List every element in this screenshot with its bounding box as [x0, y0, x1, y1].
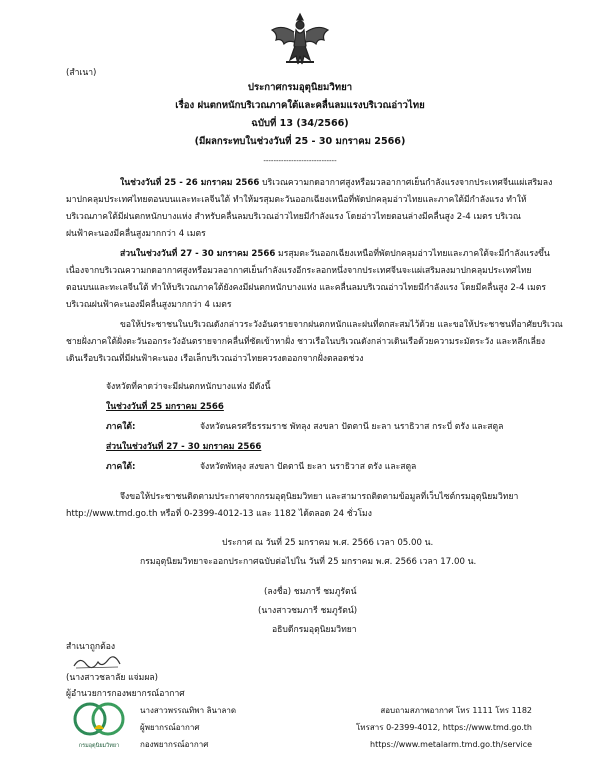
para3-line3: เดินเรือบริเวณที่มีฝนฟ้าคะนอง เรือเล็กบริเวณอ่าวไทยควรงดออกจากฝั่งตลอดช่วง — [66, 354, 364, 364]
para2-line4: บริเวณฝนฟ้าคะนองมีคลื่นสูงมากกว่า 4 เมตร — [66, 300, 232, 310]
footer-contact-fax: โทรสาร 0-2399-4012, https://www.tmd.go.th — [356, 723, 532, 732]
forecast-intro: จังหวัดที่คาดว่าจะมีฝนตกหนักบางแห่ง มีดังนี้ — [106, 382, 271, 392]
signature-name: (นางสาวชมภารี ชมภูรัตน์) — [258, 606, 358, 616]
forecast-period1: ในช่วงวันที่ 25 มกราคม 2566 — [106, 402, 224, 412]
certified-title: ผู้อำนวยการกองพยากรณ์อากาศ — [66, 689, 185, 699]
footer-contact-phone: สอบถามสภาพอากาศ โทร 1111 โทร 1182 — [380, 706, 532, 715]
para2-line1: ส่วนในช่วงวันที่ 27 - 30 มกราคม 2566 มรสุมตะวันออกเฉียงเหนือที่พัดปกคลุมอ่าวไทยและภาคใต้จะมีกำลังแรงขึ้น — [120, 249, 550, 259]
header-divider: ----------------------------- — [263, 157, 337, 165]
para3-line1: ขอให้ประชาชนในบริเวณดังกล่าวระวังอันตรายจากฝนตกหนักและฝนที่ตกสะสมไว้ด้วย และขอให้ประชาชนที่อาศัยบริเวณ — [120, 320, 563, 330]
certified-label: สำเนาถูกต้อง — [66, 642, 116, 652]
certified-name: (นางสาวชลาลัย แจ่มผล) — [66, 673, 158, 683]
para2-line2: เนื่องจากบริเวณความกดอากาศสูงหรือมวลอากาศเย็นกำลังแรงอีกระลอกหนึ่งจากประเทศจีนจะแผ่เสริมลงมาปกคลุมประเทศไทย — [66, 266, 532, 276]
header-issue: ฉบับที่ 13 (34/2566) — [251, 118, 349, 129]
signature-title: อธิบดีกรมอุตุนิยมวิทยา — [272, 625, 357, 635]
forecast-provinces1: จังหวัดนครศรีธรรมราช พัทลุง สงขลา ปัตตานี ยะลา นราธิวาส กระบี่ ตรัง และสตูล — [200, 422, 504, 432]
footer-contact-url[interactable]: https://www.metalarm.tmd.go.th/service — [370, 740, 532, 749]
followup-line1: จึงขอให้ประชาชนติดตามประกาศจากกรมอุตุนิยมวิทยา และสามารถติดตามข้อมูลที่เว็บไซต์กรมอุตุนิยมวิทยา — [120, 492, 519, 502]
header-subject: เรื่อง ฝนตกหนักบริเวณภาคใต้และคลื่นลมแรงบริเวณอ่าวไทย — [175, 100, 425, 111]
next-announcement: กรมอุตุนิยมวิทยาจะออกประกาศฉบับต่อไปใน วันที่ 25 มกราคม พ.ศ. 2566 เวลา 17.00 น. — [140, 557, 477, 567]
para1-line2: มาปกคลุมประเทศไทยตอนบนและทะเลจีนใต้ ทำให้มรสุมตะวันออกเฉียงเหนือที่พัดปกคลุมอ่าวไทยและภาคใต้มีกำลังแรง ทำให้ — [66, 195, 527, 205]
signature-signed: (ลงชื่อ) ชมภารี ชมภูรัตน์ — [264, 587, 357, 597]
copy-label: (สำเนา) — [66, 68, 97, 78]
para1-line3: บริเวณภาคใต้มีฝนตกหนักบางแห่ง สำหรับคลื่นลมบริเวณอ่าวไทยมีกำลังแรง โดยอ่าวไทยตอนล่างมีคลื่นสูง 2-4 เมตร บริเวณ — [66, 212, 521, 222]
forecast-region2: ภาคใต้: — [106, 462, 136, 472]
logo-text: กรมอุตุนิยมวิทยา — [78, 743, 120, 749]
garuda-emblem — [268, 10, 332, 70]
issued-datetime: ประกาศ ณ วันที่ 25 มกราคม พ.ศ. 2566 เวลา 05.00 น. — [222, 538, 434, 548]
header-effective-period: (มีผลกระทบในช่วงวันที่ 25 - 30 มกราคม 2566) — [194, 136, 406, 147]
handwritten-signature — [72, 654, 122, 672]
para2-line3: ตอนบนและทะเลจีนใต้ ทำให้บริเวณภาคใต้ยังคงมีฝนตกหนักบางแห่ง และคลื่นลมบริเวณอ่าวไทยมีกำลังแรง โดยมีคลื่นสูง 2-4 เมตร — [66, 283, 546, 293]
footer-forecaster-division: กองพยากรณ์อากาศ — [140, 740, 209, 749]
header-title: ประกาศกรมอุตุนิยมวิทยา — [247, 82, 353, 93]
followup-line2: http://www.tmd.go.th หรือที่ 0-2399-4012-13 และ 1182 ได้ตลอด 24 ชั่วโมง — [66, 509, 372, 519]
forecast-region1: ภาคใต้: — [106, 422, 136, 432]
forecast-period2: ส่วนในช่วงวันที่ 27 - 30 มกราคม 2566 — [106, 442, 262, 452]
footer-forecaster-role: ผู้พยากรณ์อากาศ — [140, 723, 200, 732]
para1-lead: ในช่วงวันที่ 25 - 26 มกราคม 2566 — [120, 178, 260, 188]
para1-line4: ฝนฟ้าคะนองมีคลื่นสูงมากกว่า 4 เมตร — [66, 229, 206, 239]
para1-line1: ในช่วงวันที่ 25 - 26 มกราคม 2566 บริเวณความกดอากาศสูงหรือมวลอากาศเย็นกำลังแรงจากประเทศจีนแผ่เสริมลง — [120, 178, 553, 188]
forecast-provinces2: จังหวัดพัทลุง สงขลา ปัตตานี ยะลา นราธิวาส ตรัง และสตูล — [200, 462, 417, 472]
para3-line2: ชายฝั่งภาคใต้ฝั่งตะวันออกระวังอันตรายจากคลื่นที่ซัดเข้าหาฝั่ง ชาวเรือในบริเวณดังกล่าวเดินเรือด้วยความระมัดระวัง และหลีกเลี่ยง — [66, 337, 546, 347]
para2-lead: ส่วนในช่วงวันที่ 27 - 30 มกราคม 2566 — [120, 249, 276, 259]
footer-forecaster-name: นางสาวพรรณทิพา ลินาลาด — [140, 706, 237, 715]
